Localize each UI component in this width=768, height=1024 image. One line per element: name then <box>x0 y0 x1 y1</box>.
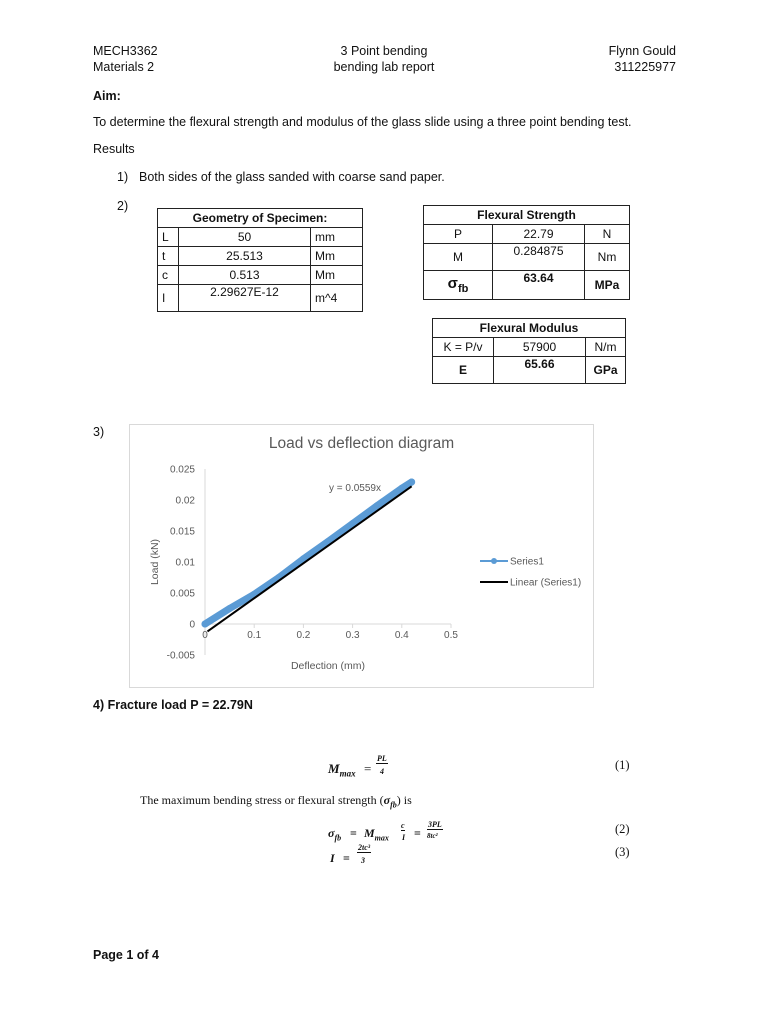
legend-series1-label: Series1 <box>510 556 544 568</box>
x-tick-label: 0.3 <box>345 630 360 641</box>
value-cell: 57900 <box>494 338 586 357</box>
data-point <box>202 621 209 628</box>
item-1-text: Both sides of the glass sanded with coarse sand paper. <box>139 170 445 184</box>
fracture-load-text: 4) Fracture load P = 22.79N <box>93 698 253 712</box>
symbol-cell: K = P/v <box>433 338 494 357</box>
unit-cell: m^4 <box>311 285 363 312</box>
x-tick-label: 0.4 <box>394 630 409 641</box>
report-subtitle: bending lab report <box>333 60 435 74</box>
equation-1-number: (1) <box>615 758 630 772</box>
unit-cell: MPa <box>585 271 630 300</box>
stress-sentence-start: The maximum bending stress or flexural strength ( <box>140 793 384 807</box>
value-cell: 63.64 <box>493 271 585 300</box>
table-row <box>158 247 363 266</box>
table-row <box>433 338 626 357</box>
course-code: MECH3362 <box>93 44 158 58</box>
flexural-modulus-table <box>432 318 626 384</box>
y-tick-label: 0.02 <box>175 495 195 507</box>
item-1-number: 1) <box>117 170 129 184</box>
student-id: 311225977 <box>614 60 676 74</box>
value-cell: 65.66 <box>494 357 586 384</box>
legend-linear-label: Linear (Series1) <box>510 577 582 589</box>
value-cell: 0.284875 <box>493 244 585 271</box>
author-name: Flynn Gould <box>608 44 676 58</box>
aim-text: To determine the flexural strength and modulus of the glass slide using a three point bending test. <box>93 115 632 129</box>
x-tick-label: 0.1 <box>247 630 262 641</box>
symbol-cell: I <box>158 285 179 312</box>
trendline-equation: y = 0.0559x <box>329 483 381 494</box>
x-axis-label: Deflection (mm) <box>290 660 366 672</box>
value-cell: 2.29627E-12 <box>179 285 311 312</box>
table-row <box>424 271 630 300</box>
unit-cell: mm <box>311 228 363 247</box>
symbol-cell: M <box>424 244 493 271</box>
unit-cell: Nm <box>585 244 630 271</box>
table-row <box>424 244 630 271</box>
report-title: 3 Point bending <box>340 44 428 58</box>
stress-sentence: The maximum bending stress or flexural strength $(\sigma_{fb})$ is <box>140 793 412 810</box>
symbol-cell: t <box>158 247 179 266</box>
symbol-cell: $\sigma_{fb}$ <box>424 271 493 300</box>
y-tick-label: 0.005 <box>169 588 195 600</box>
value-cell: 0.513 <box>179 266 311 285</box>
y-tick-label: 0.015 <box>169 526 195 538</box>
flexural-modulus-title: Flexural Modulus <box>433 319 626 338</box>
symbol-cell: E <box>433 357 494 384</box>
y-axis-label: Load (kN) <box>149 538 161 586</box>
aim-heading: Aim: <box>93 89 121 103</box>
unit-cell: N/m <box>586 338 626 357</box>
x-tick-label: 0.2 <box>296 630 311 641</box>
load-deflection-chart <box>129 424 594 688</box>
table-row <box>158 228 363 247</box>
x-tick-label: 0.5 <box>444 630 458 641</box>
series-line <box>205 482 412 624</box>
value-cell: 25.513 <box>179 247 311 266</box>
flexural-strength-table <box>423 205 630 300</box>
equation-1: $M_{max}$ = PL 4 <box>328 754 387 779</box>
table-row <box>424 225 630 244</box>
page-footer: Page 1 of 4 <box>93 948 159 962</box>
equation-3: I = 2tc³ 3 <box>330 843 371 865</box>
unit-cell: Mm <box>311 247 363 266</box>
results-heading: Results <box>93 142 135 156</box>
data-point <box>226 605 233 612</box>
trendline <box>207 486 411 631</box>
geometry-table-title: Geometry of Specimen: <box>158 209 363 228</box>
table-row <box>158 266 363 285</box>
equation-2-number: (2) <box>615 822 630 836</box>
item-2-number: 2) <box>117 199 129 213</box>
y-tick-label: -0.005 <box>166 650 195 662</box>
y-tick-label: 0.025 <box>169 464 195 476</box>
unit-cell: GPa <box>586 357 626 384</box>
y-tick-label: 0 <box>189 619 195 631</box>
flexural-strength-title: Flexural Strength <box>424 206 630 225</box>
unit-cell: N <box>585 225 630 244</box>
item-3-number: 3) <box>93 425 105 439</box>
equation-3-number: (3) <box>615 845 630 859</box>
unit-cell: Mm <box>311 266 363 285</box>
chart-plot <box>130 425 593 687</box>
symbol-cell: L <box>158 228 179 247</box>
table-row <box>433 357 626 384</box>
x-tick-label: 0 <box>202 630 208 641</box>
value-cell: 22.79 <box>493 225 585 244</box>
course-name: Materials 2 <box>93 60 155 74</box>
symbol-cell: P <box>424 225 493 244</box>
symbol-cell: c <box>158 266 179 285</box>
equation-2: $\sigma_{fb}$ = $M_{max}$ c I = 3PL 8tc² <box>328 820 442 843</box>
value-cell: 50 <box>179 228 311 247</box>
data-point <box>408 479 415 486</box>
geometry-table <box>157 208 363 312</box>
stress-sentence-end: ) is <box>396 793 412 807</box>
legend-series1-marker <box>491 558 497 564</box>
y-tick-label: 0.01 <box>175 557 195 569</box>
table-row <box>158 285 363 312</box>
chart-title: Load vs deflection diagram <box>268 435 455 452</box>
